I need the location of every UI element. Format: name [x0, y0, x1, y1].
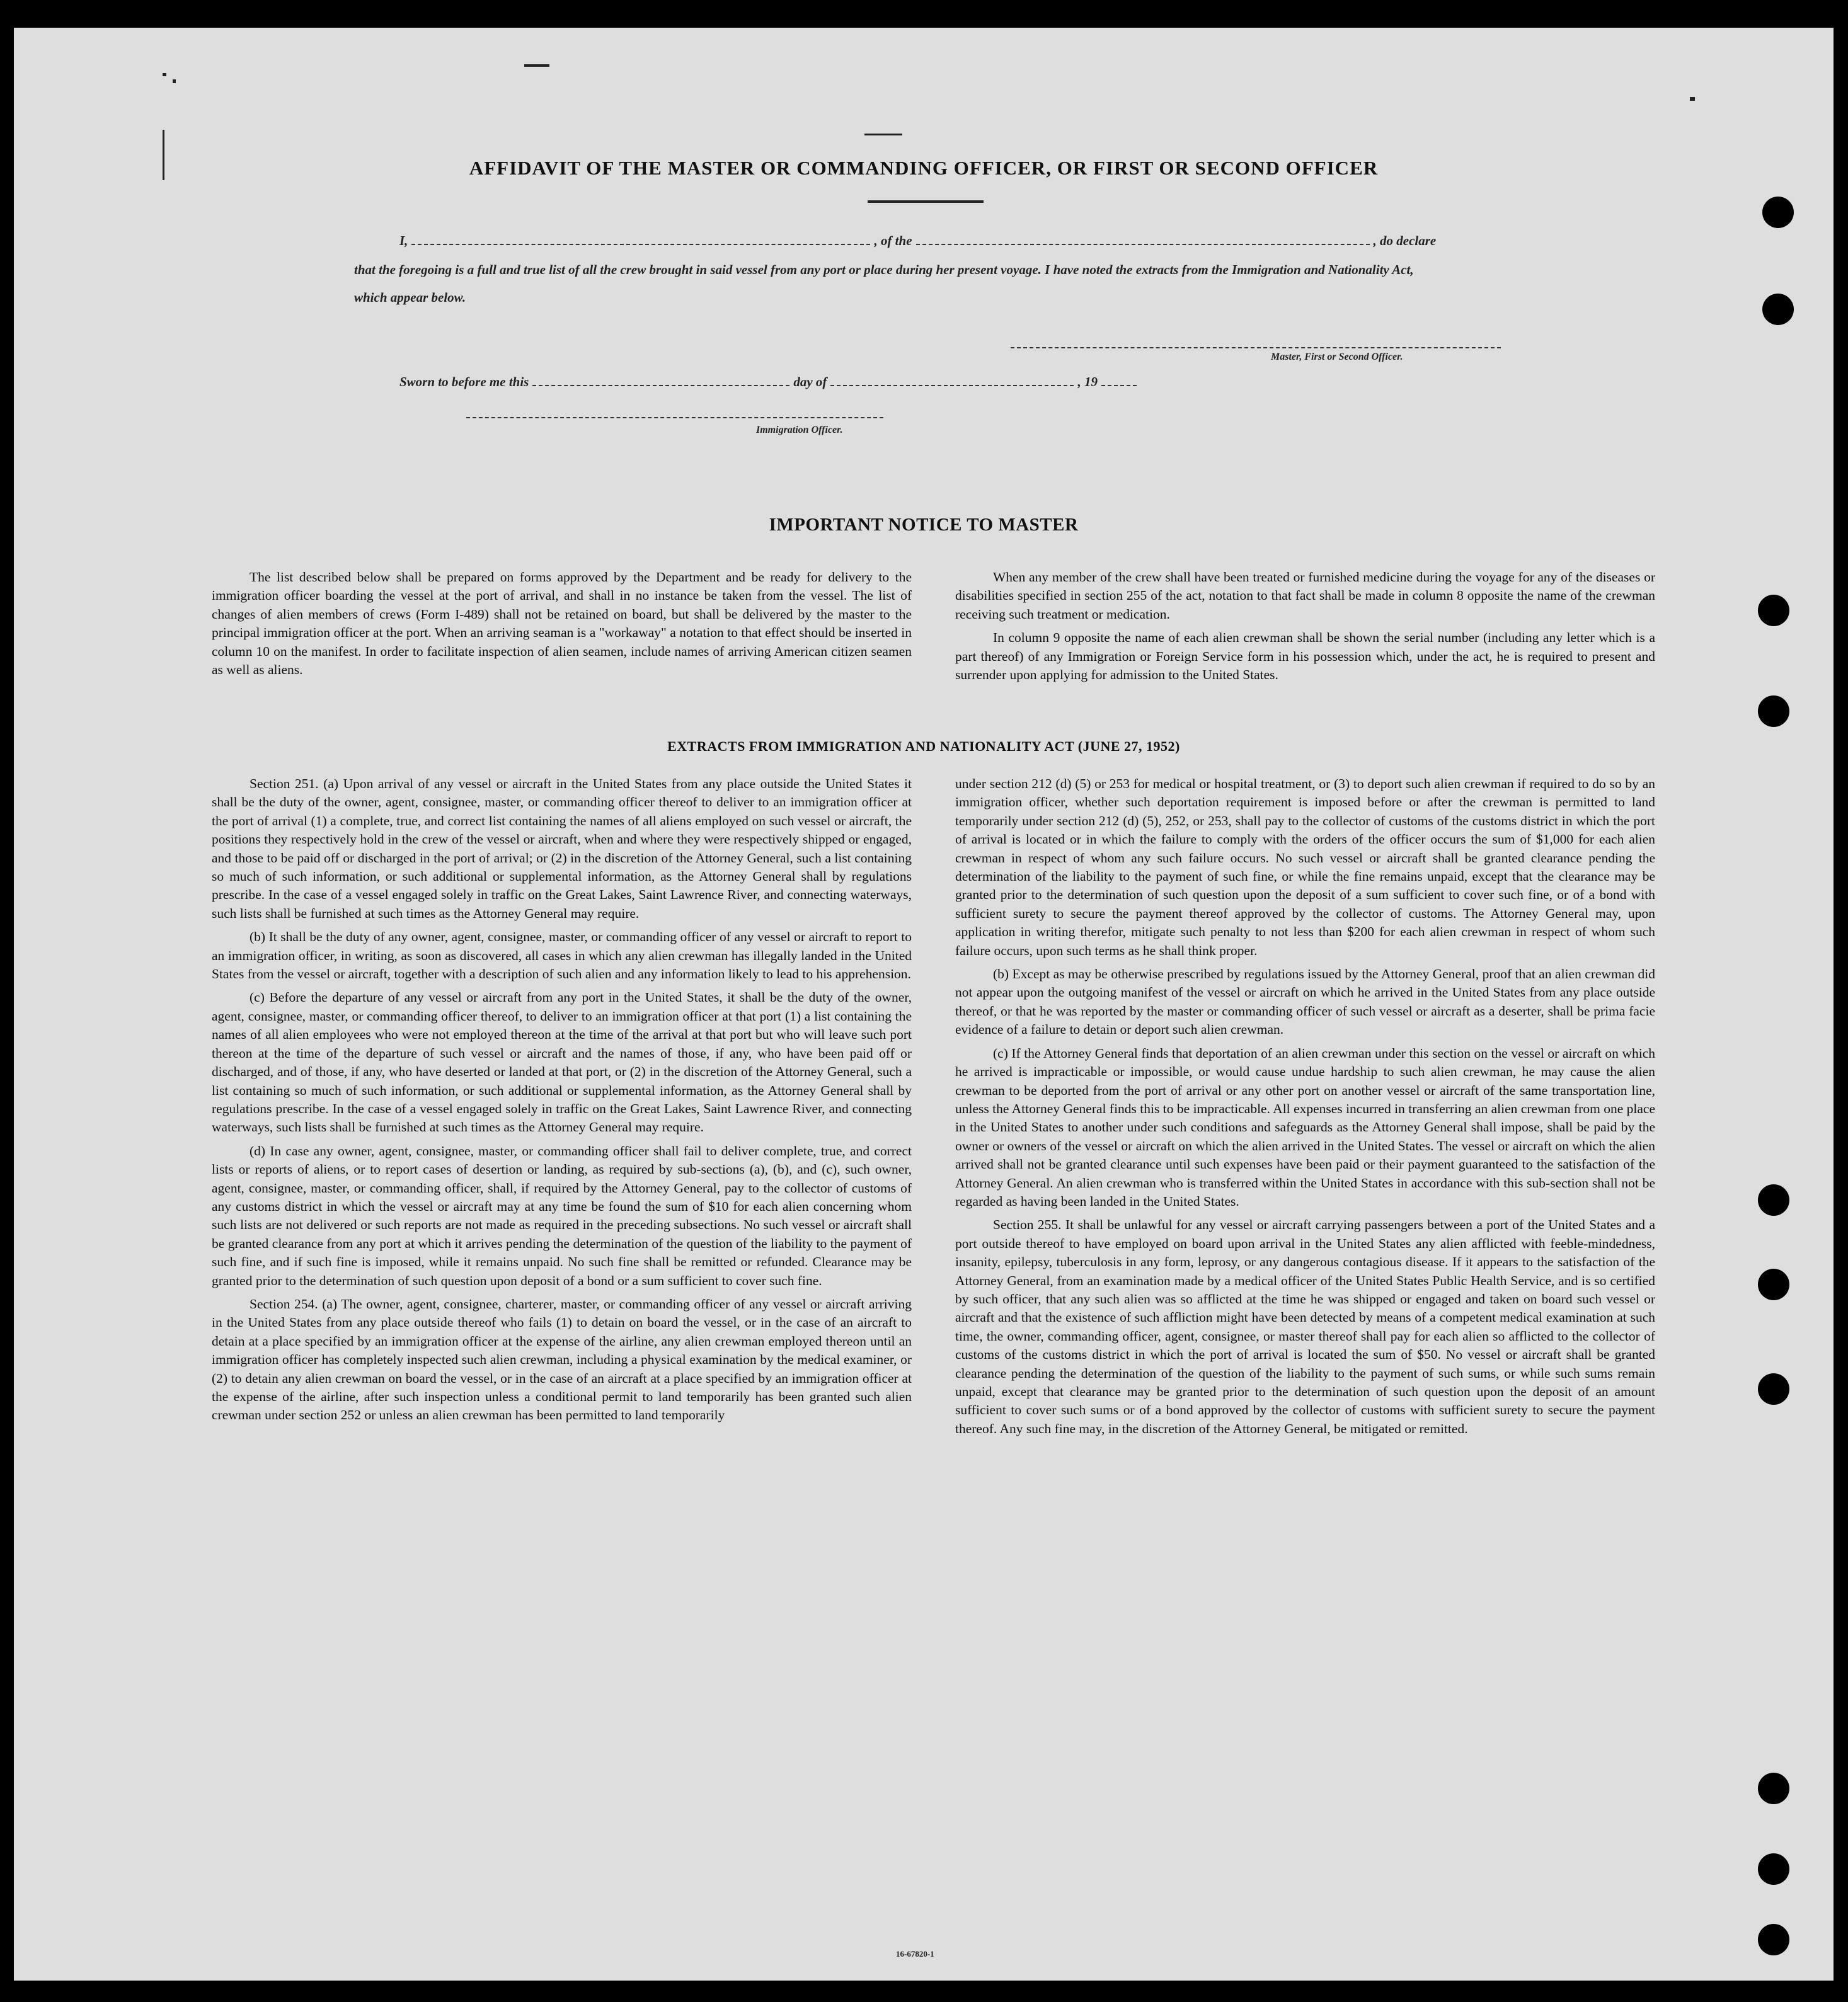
- punch-hole: [1758, 1373, 1789, 1405]
- punch-hole: [1758, 1184, 1789, 1216]
- punch-hole: [1758, 1269, 1789, 1300]
- scan-speck: [1690, 97, 1695, 101]
- declare-label: , do declare: [1373, 233, 1437, 248]
- section-paragraph: under section 212 (d) (5) or 253 for medical or hospital treatment, or (3) to deport such alien crewman if required to do so by an immigration officer, whether such deportation requirement is imposed before or after the crewman is permitted to land temporarily under section 212 (d) (5), 252, or 253, shall pay to the collector of customs of the customs district in which the port of arrival is located or in which the failure to comply with the orders of the officer occurs the sum of $1,000 for each alien crewman in respect of whom any such failure occurs. No such vessel or aircraft shall be granted clearance pending the determination of the liability to the payment of such fine, or while the fine remains unpaid, except that the clearance may be granted prior to the determination of such question upon the deposit of a sum sufficient to cover such fine, or of a bond with sufficient surety to secure the payment thereof approved by the collector of customs. The Attorney General may, upon application in writing therefor, mitigate such penalty to not less than $200 for each alien crewman in respect of whom such failure occurs, upon such terms as he shall think proper.: [955, 776, 1655, 958]
- affidavit-title: AFFIDAVIT OF THE MASTER OR COMMANDING OFFICER, OR FIRST OR SECOND OFFICER: [469, 157, 1379, 179]
- extracts-left-column: [212, 775, 912, 1430]
- day-of-label: day of: [793, 374, 827, 389]
- sworn-day-blank[interactable]: [532, 384, 789, 386]
- notice-paragraph: The list described below shall be prepared on forms approved by the Department and be ready for delivery to the immigration officer boarding the vessel at the port of arrival, and shall in no instance be taken from the vessel. The list of changes of alien members of crews (Form I-489) shall not be retained on board, but shall be delivered by the master to the principal immigration officer at the port. When an arriving seaman is a "workaway" a notation to that effect should be inserted in column 10 on the manifest. In order to facilitate inspection of alien seamen, include names of arriving American citizen seamen as well as aliens.: [212, 569, 912, 678]
- notice-title: IMPORTANT NOTICE TO MASTER: [769, 515, 1079, 535]
- vessel-blank[interactable]: [916, 243, 1370, 245]
- affidavit-statement: that the foregoing is a full and true list of all the crew brought in said vessel from any port or place during her present voyage. I have noted the extracts from the Immigration and Nationality Act, which appear below.: [354, 262, 1414, 305]
- scan-speck: [864, 134, 902, 135]
- scan-speck: [173, 79, 176, 83]
- section-paragraph: Section 255. It shall be unlawful for any vessel or aircraft carrying passengers between a port of the United States and a port outside thereof to have employed on board upon arrival in the United States any alien afflicted with feeble-mindedness, insanity, epilepsy, tuberculosis in any form, leprosy, or any dangerous contagious disease. If it appears to the satisfaction of the Attorney General, from an examination made by a medical officer of the United States Public Health Service, and is so certified by such officer, that any such alien was so afflicted at the time he was shipped or engaged and taken on board such vessel or aircraft and that the existence of such affliction might have been detected by means of a competent medical examination at such time, the owner, commanding officer, agent, consignee, or master thereof shall pay for each alien so afflicted to the collector of customs of the customs district in which the port of arrival is located the sum of $50. No vessel or aircraft shall be granted clearance pending the determination of the question of the liability to the payment of such sums, or while such sums remain unpaid, except that clearance may be granted prior to the determination of such question upon the deposit of an amount sufficient to cover such sums or of a bond approved by the collector of customs with sufficient surety to secure the payment thereof. Any such fine may, in the discretion of the Attorney General, be mitigated or remitted.: [955, 1217, 1655, 1436]
- punch-hole: [1758, 1773, 1789, 1804]
- section-paragraph: Section 254. (a) The owner, agent, consignee, charterer, master, or commanding officer of any vessel or aircraft arriving in the United States from any place outside thereof who fails (1) to detain on board the vessel, or in the case of an aircraft to detain at a place specified by an immigration officer at the expense of the airline, any alien crewman employed thereon until an immigration officer has completely inspected such alien crewman, including a physical examination by the medical examiner, or (2) to detain any alien crewman on board the vessel, or in the case of an aircraft at a place specified by an immigration officer at the expense of the airline, after such inspection unless a conditional permit to land temporarily has been granted such alien crewman under section 252 or unless an alien crewman has been permitted to land temporarily: [212, 1296, 912, 1423]
- officer-caption: Immigration Officer.: [756, 425, 843, 435]
- extracts-title: EXTRACTS FROM IMMIGRATION AND NATIONALITY ACT (JUNE 27, 1952): [667, 738, 1180, 754]
- form-code: 16-67820-1: [896, 1949, 934, 1959]
- notice-left-column: [212, 568, 912, 684]
- officer-signature-line[interactable]: [466, 417, 883, 418]
- punch-hole: [1758, 695, 1789, 727]
- name-blank[interactable]: [411, 243, 870, 245]
- year-label: , 19: [1077, 374, 1098, 389]
- punch-hole: [1758, 1924, 1789, 1955]
- notice-right-column: [955, 568, 1655, 689]
- section-paragraph: Section 251. (a) Upon arrival of any vessel or aircraft in the United States from any place outside the United States it shall be the duty of the owner, agent, consignee, master, or commanding officer thereof to deliver to an immigration officer at the port of arrival (1) a complete, true, and correct list containing the names of all aliens employed on such vessel or aircraft, the positions they respectively hold in the crew of the vessel or aircraft, when and where they were respectively shipped or engaged, and those to be paid off or discharged in the port of arrival; or (2) in the discretion of the Attorney General, such a list containing so much of such information, or such additional or supplemental information, as the Attorney General shall by regulations prescribe. In the case of a vessel engaged solely in traffic on the Great Lakes, Saint Lawrence River, and connecting waterways, such lists shall be furnished at such times as the Attorney General may require.: [212, 776, 912, 921]
- extracts-right-column: [955, 775, 1655, 1443]
- punch-hole: [1758, 1853, 1789, 1885]
- scan-speck: [163, 73, 166, 76]
- declarant-prefix: I,: [399, 233, 408, 248]
- document-page: [14, 28, 1834, 1981]
- notice-paragraph: When any member of the crew shall have been treated or furnished medicine during the voyage for any of the diseases or disabilities specified in section 255 of the act, notation to that fact shall be made in column 8 opposite the name of the crewman receiving such treatment or medication.: [955, 569, 1655, 622]
- punch-hole: [1758, 595, 1789, 626]
- section-paragraph: (c) Before the departure of any vessel or aircraft from any port in the United States, it shall be the duty of the owner, agent, consignee, master, or commanding officer thereof, to deliver to an immigration officer at that port (1) a list containing the names of all alien employees who were not employed thereon at the time of the arrival at that port but who will leave such port thereon at the time of the departure of such vessel or aircraft and the names of those, if any, who have been paid off or discharged, and of those, if any, who have deserted or landed at that port, or (2) in the discretion of the Attorney General, such a list containing so much of such information, or such additional or supplemental information, as the Attorney General shall by regulations prescribe. In the case of a vessel engaged solely in traffic on the Great Lakes, Saint Lawrence River, and connecting waterways, such lists shall be furnished at such times as the Attorney General may require.: [212, 990, 912, 1135]
- declarant-line: [399, 233, 1436, 249]
- title-underline: [868, 200, 984, 203]
- scan-speck: [524, 64, 549, 67]
- punch-hole: [1762, 294, 1794, 325]
- section-paragraph: (d) In case any owner, agent, consignee, master, or commanding officer shall fail to deliver complete, true, and correct lists or reports of aliens, or to report cases of desertion or landing, as required by sub-sections (a), (b), and (c), such owner, agent, consignee, master, or commanding officer, shall, if required by the Attorney General, pay to the collector of customs of any customs district in which the vessel or aircraft may at any time be found the sum of $10 for each alien concerning whom such lists are not delivered or such reports are not made as required in the preceding subsections. No such vessel or aircraft shall be granted clearance from any port at which it arrives pending the determination of the question of the liability to the payment of such fine, and if such fine is imposed, while it remains unpaid. No such fine shall be remitted or refunded. Clearance may be granted prior to the determination of such question upon deposit of a bond or a sum sufficient to cover such fine.: [212, 1143, 912, 1288]
- section-paragraph: (b) It shall be the duty of any owner, agent, consignee, master, or commanding officer of any vessel or aircraft to report to an immigration officer, in writing, as soon as discovered, all cases in which any alien crewman has illegally landed in the United States from the vessel or aircraft, together with a description of such alien and any information likely to lead to his apprehension.: [212, 929, 912, 982]
- master-signature-line[interactable]: [1011, 347, 1501, 348]
- section-paragraph: (b) Except as may be otherwise prescribed by regulations issued by the Attorney General, proof that an alien crewman did not appear upon the outgoing manifest of the vessel or aircraft on which he arrived in the United States from any place outside thereof, or that he was reported by the master or commanding officer of such vessel or aircraft as a deserter, shall be prima facie evidence of a failure to detain or deport such alien crewman.: [955, 966, 1655, 1038]
- notice-paragraph: In column 9 opposite the name of each alien crewman shall be shown the serial number (including any letter which is a part thereof) of any Immigration or Foreign Service form in his possession which, under the act, he is required to present and surrender upon applying for admission to the United States.: [955, 630, 1655, 683]
- sworn-line: [399, 374, 1140, 390]
- section-paragraph: (c) If the Attorney General finds that deportation of an alien crewman under this section on the vessel or aircraft on which he arrived is impracticable or impossible, or would cause undue hardship to such alien crewman, he may cause the alien crewman to be deported from the port of arrival or any other port on another vessel or aircraft of the same transportation line, unless the Attorney General finds this to be impracticable. All expenses incurred in transferring an alien crewman from one place in the United States to another under such conditions and safeguards as the Attorney General shall impose, shall be paid by the owner or owners of the vessel or aircraft on which the alien arrived in the United States. The vessel or aircraft on which the alien arrived shall not be granted clearance until such expenses have been paid or their payment guaranteed to the satisfaction of the Attorney General. An alien crewman who is transferred within the United States in accordance with this sub-section shall not be regarded as having been landed in the United States.: [955, 1045, 1655, 1209]
- master-caption: Master, First or Second Officer.: [1271, 352, 1403, 362]
- sworn-month-blank[interactable]: [830, 384, 1074, 386]
- sworn-label: Sworn to before me this: [399, 374, 529, 389]
- of-the-label: , of the: [874, 233, 912, 248]
- year-blank[interactable]: [1101, 384, 1137, 386]
- punch-hole: [1762, 197, 1794, 228]
